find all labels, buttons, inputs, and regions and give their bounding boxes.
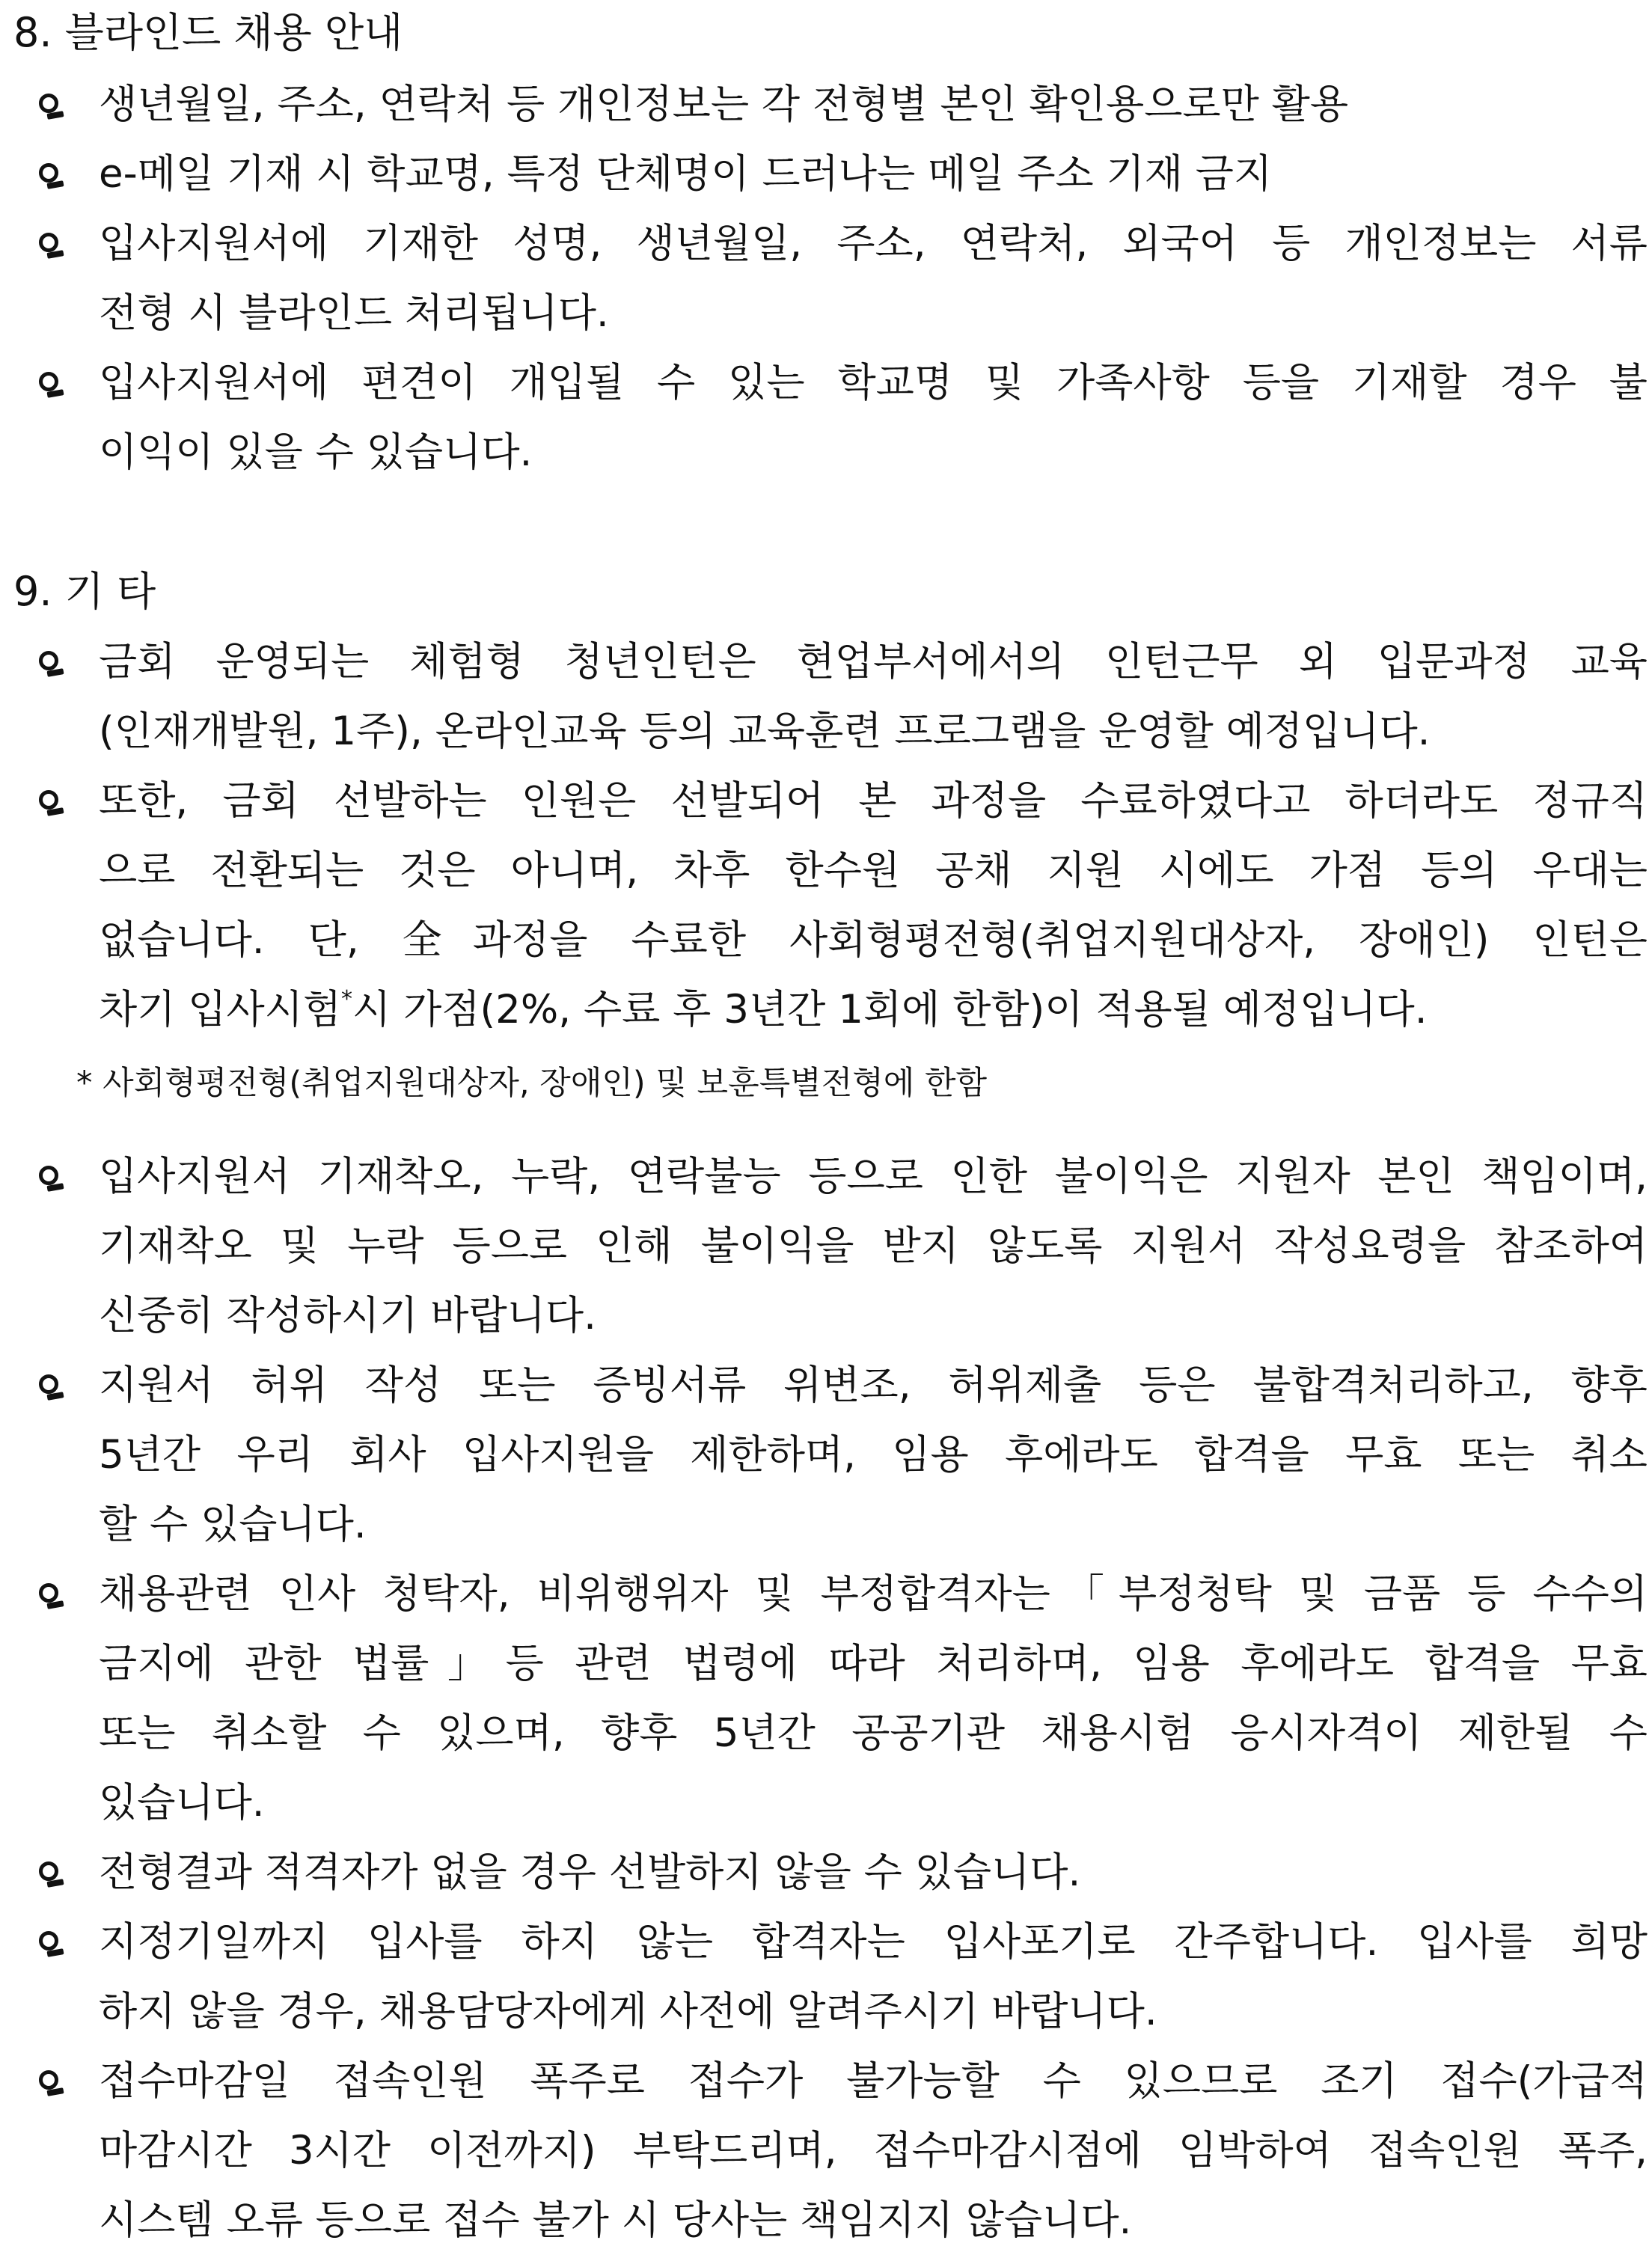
item-text-line: 으로 전환되는 것은 아니며, 차후 한수원 공채 지원 시에도 가점 등의 우대는 (99, 848, 1648, 893)
footnote-marker: * (341, 986, 353, 1012)
item-text-line: 입사지원서에 기재한 성명, 생년월일, 주소, 연락처, 외국어 등 개인정보는 서류 (99, 221, 1648, 266)
item-text-line: 지원서 허위 작성 또는 증빙서류 위변조, 허위제출 등은 불합격처리하고, 향후 (99, 1362, 1648, 1408)
ring-bullet-icon (39, 790, 58, 810)
ring-bullet-icon (39, 1374, 58, 1394)
item-text-line: 생년월일, 주소, 연락처 등 개인정보는 각 전형별 본인 확인용으로만 활용 (99, 82, 1349, 127)
item-text-segment: 차기 입사시험 (99, 987, 342, 1032)
item-text-line: 지정기일까지 입사를 하지 않는 합격자는 입사포기로 간주합니다. 입사를 희망 (99, 1919, 1648, 1965)
item-text-line: 있습니다. (99, 1780, 265, 1826)
item-text-line: 기재착오 및 누락 등으로 인해 불이익을 받지 않도록 지원서 작성요령을 참조하여 (99, 1223, 1648, 1269)
item-text-line: 마감시간 3시간 이전까지) 부탁드리며, 접수마감시점에 임박하여 접속인원 폭주, (99, 2128, 1648, 2173)
ring-bullet-icon (39, 94, 58, 113)
ring-bullet-icon (39, 372, 58, 391)
ring-bullet-icon (39, 651, 58, 670)
item-text-line: (인재개발원, 1주), 온라인교육 등의 교육훈련 프로그램을 운영할 예정입니다. (99, 709, 1431, 754)
item-text-line: 채용관련 인사 청탁자, 비위행위자 및 부정합격자는「부정청탁 및 금품 등 수수의 (99, 1571, 1648, 1617)
footnote: * 사회형평전형(취업지원대상자, 장애인) 및 보훈특별전형에 한함 (76, 1065, 988, 1102)
item-text-segment: 시 가점(2%, 수료 후 3년간 1회에 한함)이 적용될 예정입니다. (352, 987, 1428, 1032)
item-text-line: 할 수 있습니다. (99, 1502, 367, 1547)
item-text-line: 이익이 있을 수 있습니다. (99, 429, 533, 475)
item-text-line: 입사지원서 기재착오, 누락, 연락불능 등으로 인한 불이익은 지원자 본인 책임이며, (99, 1154, 1648, 1199)
item-text-line: 접수마감일 접속인원 폭주로 접수가 불가능할 수 있으므로 조기 접수(가급적 (99, 2058, 1648, 2104)
ring-bullet-icon (39, 1931, 58, 1951)
item-text-line: 또는 취소할 수 있으며, 향후 5년간 공공기관 채용시험 응시자격이 제한될 수 (99, 1710, 1648, 1756)
ring-bullet-icon (39, 1166, 58, 1185)
item-text-line: 전형결과 적격자가 없을 경우 선발하지 않을 수 있습니다. (99, 1850, 1081, 1895)
item-text-line: 하지 않을 경우, 채용담당자에게 사전에 알려주시기 바랍니다. (99, 1989, 1157, 2034)
item-text-line: 입사지원서에 편견이 개입될 수 있는 학교명 및 가족사항 등을 기재할 경우 불 (99, 360, 1648, 406)
item-text-line: 전형 시 블라인드 처리됩니다. (99, 290, 609, 336)
item-text-line: 5년간 우리 회사 입사지원을 제한하며, 임용 후에라도 합격을 무효 또는 취소 (99, 1432, 1648, 1478)
item-text-line: 또한, 금회 선발하는 인원은 선발되어 본 과정을 수료하였다고 하더라도 정규직 (99, 778, 1648, 824)
section-8-title: 8. 블라인드 채용 안내 (13, 9, 403, 56)
item-text-line: e-메일 기재 시 학교명, 특정 단체명이 드러나는 메일 주소 기재 금지 (99, 151, 1273, 197)
ring-bullet-icon (39, 1583, 58, 1603)
item-text-line: 시스템 오류 등으로 접수 불가 시 당사는 책임지지 않습니다. (99, 2197, 1132, 2243)
item-text-line (99, 984, 1648, 1053)
ring-bullet-icon (39, 1861, 58, 1881)
ring-bullet-icon (39, 163, 58, 183)
section-9-title: 9. 기 타 (13, 568, 156, 615)
item-text-line: 신중히 작성하시기 바랍니다. (99, 1293, 596, 1338)
item-text-line: 금지에 관한 법률」등 관련 법령에 따라 처리하며, 임용 후에라도 합격을 무효 (99, 1641, 1648, 1686)
ring-bullet-icon (39, 233, 58, 252)
ring-bullet-icon (39, 2070, 58, 2090)
item-text-line: 금회 운영되는 체험형 청년인턴은 현업부서에서의 인턴근무 외 입문과정 교육 (99, 639, 1648, 685)
item-text-line: 없습니다. 단, 全과정을 수료한 사회형평전형(취업지원대상자, 장애인) 인턴은 (99, 917, 1648, 963)
